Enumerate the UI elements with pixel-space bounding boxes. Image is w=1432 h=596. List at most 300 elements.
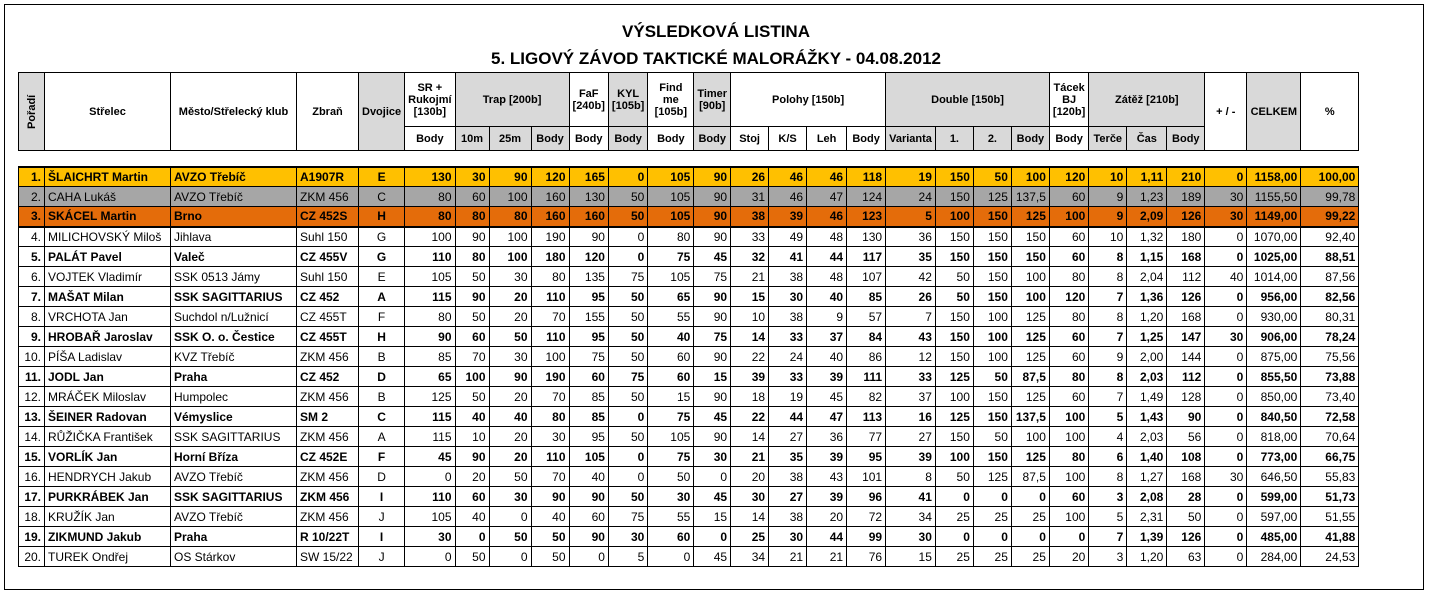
table-cell: 50 <box>455 387 489 407</box>
table-cell: 125 <box>935 367 973 387</box>
table-cell: 51,73 <box>1301 487 1359 507</box>
table-cell: G <box>359 227 405 247</box>
table-cell: 124 <box>847 187 886 207</box>
table-cell: CZ 452 <box>297 367 359 387</box>
table-cell: 56 <box>1167 427 1205 447</box>
table-cell: 125 <box>1011 327 1049 347</box>
table-cell: 40 <box>531 507 569 527</box>
subheader-cell: Body <box>531 127 569 151</box>
table-cell: 90 <box>694 427 731 447</box>
table-cell: 0 <box>973 527 1011 547</box>
table-cell: 80 <box>489 207 531 227</box>
table-cell: C <box>359 187 405 207</box>
table-cell: 2,00 <box>1127 347 1167 367</box>
table-cell: 189 <box>1167 187 1205 207</box>
table-cell: 30 <box>1205 327 1247 347</box>
table-cell: 168 <box>1167 307 1205 327</box>
table-cell: 95 <box>569 287 608 307</box>
table-cell: CZ 452S <box>297 207 359 227</box>
table-cell: 80 <box>405 307 455 327</box>
header-zbran: Zbraň <box>297 73 359 151</box>
header-poradi: Pořadí <box>19 73 45 151</box>
table-cell: Jihlava <box>171 227 297 247</box>
header-pct: % <box>1301 73 1359 151</box>
table-cell: ZKM 456 <box>297 427 359 447</box>
table-cell: 5 <box>886 207 936 227</box>
table-cell: 39 <box>807 487 847 507</box>
table-cell: 2,03 <box>1127 367 1167 387</box>
table-cell: PURKRÁBEK Jan <box>45 487 171 507</box>
table-cell: 2,08 <box>1127 487 1167 507</box>
table-cell: 44 <box>769 407 807 427</box>
table-cell: 90 <box>694 387 731 407</box>
header-celkem: CELKEM <box>1247 73 1301 151</box>
table-cell: 75 <box>694 267 731 287</box>
table-cell: 160 <box>531 207 569 227</box>
table-cell: 95 <box>569 327 608 347</box>
table-cell: 1,11 <box>1127 167 1167 187</box>
table-cell: 150 <box>935 187 973 207</box>
table-cell: 55,83 <box>1301 467 1359 487</box>
table-cell: 72 <box>847 507 886 527</box>
table-cell: 30 <box>489 487 531 507</box>
table-cell: 150 <box>935 247 973 267</box>
table-cell: 39 <box>769 207 807 227</box>
subheader-cell: Body <box>569 127 608 151</box>
table-cell: 7. <box>19 287 45 307</box>
table-cell: 0 <box>1205 347 1247 367</box>
table-cell: 100 <box>531 347 569 367</box>
table-cell: 8 <box>1089 307 1127 327</box>
table-cell: 70 <box>455 347 489 367</box>
table-cell: 99 <box>847 527 886 547</box>
header-sr: SR + Rukojmí [130b] <box>405 73 455 127</box>
table-cell: 80 <box>531 267 569 287</box>
table-row <box>19 247 1359 267</box>
table-cell: TUREK Ondřej <box>45 547 171 567</box>
table-cell: 7 <box>1089 527 1127 547</box>
table-cell: 5 <box>1089 407 1127 427</box>
table-cell: 19 <box>886 167 936 187</box>
table-cell: 0 <box>1011 527 1049 547</box>
table-cell: 39 <box>886 447 936 467</box>
table-cell: 13. <box>19 407 45 427</box>
table-cell: 57 <box>847 307 886 327</box>
table-cell: 20 <box>1049 547 1088 567</box>
table-cell: 19 <box>769 387 807 407</box>
table-cell: CZ 452 <box>297 287 359 307</box>
table-cell: CZ 452E <box>297 447 359 467</box>
table-cell: 100 <box>1049 407 1088 427</box>
table-cell: 1,36 <box>1127 287 1167 307</box>
table-cell: 7 <box>1089 287 1127 307</box>
table-cell: 80 <box>405 207 455 227</box>
table-cell: 40 <box>648 327 694 347</box>
table-cell: 599,00 <box>1247 487 1301 507</box>
page-title: VÝSLEDKOVÁ LISTINA <box>622 22 810 41</box>
table-cell: 60 <box>1049 247 1088 267</box>
table-cell: 90 <box>455 287 489 307</box>
table-cell: SSK SAGITTARIUS <box>171 427 297 447</box>
table-cell: 0 <box>489 507 531 527</box>
table-cell: 50 <box>608 207 647 227</box>
table-cell: 18 <box>731 387 769 407</box>
table-cell: 14. <box>19 427 45 447</box>
table-cell: SSK 0513 Jámy <box>171 267 297 287</box>
table-cell: 50 <box>648 467 694 487</box>
table-cell: 130 <box>405 167 455 187</box>
table-cell: 50 <box>935 287 973 307</box>
table-cell: 150 <box>935 167 973 187</box>
table-cell: 0 <box>405 547 455 567</box>
table-cell: 105 <box>648 207 694 227</box>
table-cell: 10 <box>455 427 489 447</box>
table-cell: 86 <box>847 347 886 367</box>
table-cell: 5 <box>608 547 647 567</box>
table-cell: 150 <box>935 427 973 447</box>
table-cell: 14 <box>731 327 769 347</box>
table-cell: 2. <box>19 187 45 207</box>
table-cell: 41,88 <box>1301 527 1359 547</box>
table-cell: 45 <box>694 247 731 267</box>
table-cell: 30 <box>769 287 807 307</box>
table-cell: I <box>359 527 405 547</box>
table-cell: 50 <box>608 427 647 447</box>
table-cell: 1155,50 <box>1247 187 1301 207</box>
table-cell: AVZO Třebíč <box>171 187 297 207</box>
table-cell: 0 <box>608 447 647 467</box>
table-cell: 3 <box>1089 487 1127 507</box>
table-cell: ŠEINER Radovan <box>45 407 171 427</box>
table-cell: 168 <box>1167 247 1205 267</box>
table-cell: 87,5 <box>1011 367 1049 387</box>
table-cell: 190 <box>531 227 569 247</box>
table-cell: 160 <box>531 187 569 207</box>
table-cell: 2,31 <box>1127 507 1167 527</box>
table-cell: 105 <box>405 267 455 287</box>
table-cell: 1070,00 <box>1247 227 1301 247</box>
table-cell: 15 <box>694 367 731 387</box>
table-cell: 25 <box>935 547 973 567</box>
table-cell: 50 <box>973 367 1011 387</box>
table-cell: 90 <box>694 187 731 207</box>
table-cell: 50 <box>531 547 569 567</box>
table-cell: 123 <box>847 207 886 227</box>
table-cell: 1,25 <box>1127 327 1167 347</box>
spacer-cell <box>19 151 1359 167</box>
table-cell: 60 <box>1049 187 1088 207</box>
table-cell: 100 <box>489 187 531 207</box>
table-cell: 1,49 <box>1127 387 1167 407</box>
table-cell: 100 <box>973 347 1011 367</box>
table-cell: Horní Bříza <box>171 447 297 467</box>
table-cell: 41 <box>886 487 936 507</box>
table-cell: 8 <box>1089 267 1127 287</box>
header-row <box>19 73 1359 127</box>
table-cell: 22 <box>731 347 769 367</box>
table-cell: 125 <box>1011 307 1049 327</box>
subheader-cell: 1. <box>935 127 973 151</box>
table-cell: 44 <box>807 247 847 267</box>
table-cell: B <box>359 387 405 407</box>
table-cell: 90 <box>694 347 731 367</box>
table-cell: R 10/22T <box>297 527 359 547</box>
table-cell: 100 <box>973 307 1011 327</box>
table-row <box>19 407 1359 427</box>
table-cell: 850,00 <box>1247 387 1301 407</box>
subheader-cell: 2. <box>973 127 1011 151</box>
table-cell: 21 <box>807 547 847 567</box>
table-cell: 45 <box>694 487 731 507</box>
table-cell: 70 <box>531 307 569 327</box>
table-cell: 27 <box>769 427 807 447</box>
table-cell: 45 <box>807 387 847 407</box>
table-cell: 1149,00 <box>1247 207 1301 227</box>
subheader-cell: Leh <box>807 127 847 151</box>
table-cell: 39 <box>731 367 769 387</box>
table-cell: 1,15 <box>1127 247 1167 267</box>
table-cell: 20 <box>489 427 531 447</box>
table-cell: 26 <box>731 167 769 187</box>
table-cell: 38 <box>769 307 807 327</box>
table-cell: 38 <box>769 467 807 487</box>
table-cell: 100 <box>455 367 489 387</box>
table-cell: 8. <box>19 307 45 327</box>
table-cell: 30 <box>769 527 807 547</box>
table-cell: 0 <box>608 407 647 427</box>
table-cell: 180 <box>1167 227 1205 247</box>
table-cell: 930,00 <box>1247 307 1301 327</box>
table-cell: 30 <box>405 527 455 547</box>
table-cell: HROBAŘ Jaroslav <box>45 327 171 347</box>
table-cell: 24 <box>769 347 807 367</box>
table-cell: 0 <box>1205 487 1247 507</box>
table-cell: 88,51 <box>1301 247 1359 267</box>
header-polohy: Polohy [150b] <box>731 73 886 127</box>
table-cell: 25 <box>731 527 769 547</box>
table-cell: 33 <box>769 327 807 347</box>
table-cell: MRÁČEK Miloslav <box>45 387 171 407</box>
subheader-cell: Stoj <box>731 127 769 151</box>
table-cell: D <box>359 367 405 387</box>
table-row <box>19 427 1359 447</box>
table-cell: 85 <box>569 387 608 407</box>
table-cell: 60 <box>1049 387 1088 407</box>
table-cell: 126 <box>1167 287 1205 307</box>
table-cell: 180 <box>531 247 569 267</box>
table-cell: 150 <box>973 387 1011 407</box>
table-cell: 50 <box>455 307 489 327</box>
table-cell: 165 <box>569 167 608 187</box>
table-cell: 0 <box>455 527 489 547</box>
table-cell: 0 <box>1205 507 1247 527</box>
table-cell: 87,5 <box>1011 467 1049 487</box>
table-cell: 150 <box>935 327 973 347</box>
subheader-cell: Čas <box>1127 127 1167 151</box>
table-cell: 108 <box>1167 447 1205 467</box>
table-cell: 1014,00 <box>1247 267 1301 287</box>
table-cell: 8 <box>1089 367 1127 387</box>
header-plusminus: + / - <box>1205 73 1247 151</box>
table-cell: 40 <box>455 507 489 527</box>
table-cell: 90 <box>489 167 531 187</box>
table-cell: 38 <box>769 507 807 527</box>
table-cell: 80 <box>1049 367 1088 387</box>
table-cell: 60 <box>648 527 694 547</box>
table-cell: 0 <box>1205 167 1247 187</box>
table-cell: G <box>359 247 405 267</box>
table-cell: 20 <box>489 307 531 327</box>
table-cell: B <box>359 347 405 367</box>
table-cell: 105 <box>569 447 608 467</box>
table-cell: 115 <box>405 287 455 307</box>
table-cell: RŮŽIČKA František <box>45 427 171 447</box>
table-row <box>19 527 1359 547</box>
table-cell: 100 <box>935 387 973 407</box>
table-cell: 24 <box>886 187 936 207</box>
subheader-cell: Varianta <box>886 127 936 151</box>
table-cell: 137,5 <box>1011 407 1049 427</box>
table-cell: 60 <box>1049 347 1088 367</box>
table-cell: 18. <box>19 507 45 527</box>
subheader-cell: Body <box>1011 127 1049 151</box>
table-cell: 0 <box>1049 527 1088 547</box>
table-cell: 3. <box>19 207 45 227</box>
table-cell: 72,58 <box>1301 407 1359 427</box>
table-cell: 27 <box>769 487 807 507</box>
table-cell: H <box>359 327 405 347</box>
table-cell: 32 <box>731 247 769 267</box>
table-cell: VRCHOTA Jan <box>45 307 171 327</box>
table-cell: 0 <box>1205 407 1247 427</box>
table-cell: 5 <box>1089 507 1127 527</box>
header-mesto: Město/Střelecký klub <box>171 73 297 151</box>
table-cell: 45 <box>405 447 455 467</box>
table-cell: 90 <box>1167 407 1205 427</box>
header-trap: Trap [200b] <box>455 73 569 127</box>
table-cell: 7 <box>886 307 936 327</box>
table-cell: 855,50 <box>1247 367 1301 387</box>
table-cell: 840,50 <box>1247 407 1301 427</box>
table-cell: 60 <box>455 327 489 347</box>
table-cell: 40 <box>455 407 489 427</box>
table-cell: 0 <box>694 527 731 547</box>
table-cell: 125 <box>1011 347 1049 367</box>
table-cell: 90 <box>694 287 731 307</box>
table-row <box>19 207 1359 227</box>
table-cell: 10. <box>19 347 45 367</box>
table-cell: 80 <box>455 247 489 267</box>
table-cell: 85 <box>847 287 886 307</box>
table-cell: 8 <box>886 467 936 487</box>
table-cell: 150 <box>1011 247 1049 267</box>
table-cell: 100,00 <box>1301 167 1359 187</box>
subheader-cell: Body <box>1049 127 1088 151</box>
table-cell: Brno <box>171 207 297 227</box>
table-cell: 33 <box>886 367 936 387</box>
table-cell: 0 <box>1205 527 1247 547</box>
header-dvojice: Dvojice <box>359 73 405 151</box>
table-cell: 41 <box>769 247 807 267</box>
table-cell: 24,53 <box>1301 547 1359 567</box>
table-cell: 37 <box>886 387 936 407</box>
table-cell: 7 <box>1089 327 1127 347</box>
table-cell: 1,32 <box>1127 227 1167 247</box>
table-cell: AVZO Třebíč <box>171 467 297 487</box>
table-cell: 75 <box>608 367 647 387</box>
table-cell: 60 <box>1049 327 1088 347</box>
table-cell: 80 <box>1049 447 1088 467</box>
table-cell: 75 <box>608 507 647 527</box>
table-cell: 150 <box>973 247 1011 267</box>
table-cell: 875,00 <box>1247 347 1301 367</box>
subheader-cell: Body <box>405 127 455 151</box>
table-cell: 50 <box>489 527 531 547</box>
table-cell: 125 <box>405 387 455 407</box>
table-cell: 50 <box>608 307 647 327</box>
table-cell: 95 <box>847 447 886 467</box>
table-cell: 50 <box>973 167 1011 187</box>
table-cell: 90 <box>694 307 731 327</box>
table-cell: CZ 455T <box>297 327 359 347</box>
table-cell: 40 <box>1205 267 1247 287</box>
table-cell: 22 <box>731 407 769 427</box>
table-cell: 30 <box>731 487 769 507</box>
table-cell: ŠLAICHRT Martin <box>45 167 171 187</box>
table-cell: 110 <box>405 247 455 267</box>
table-cell: SM 2 <box>297 407 359 427</box>
table-cell: 120 <box>1049 167 1088 187</box>
table-cell: 75 <box>648 247 694 267</box>
table-cell: 0 <box>569 547 608 567</box>
table-cell: 44 <box>807 527 847 547</box>
table-cell: 100 <box>489 227 531 247</box>
table-cell: 2,09 <box>1127 207 1167 227</box>
table-cell: Suhl 150 <box>297 227 359 247</box>
table-cell: 150 <box>935 347 973 367</box>
table-cell: 100 <box>1049 427 1088 447</box>
table-cell: 70,64 <box>1301 427 1359 447</box>
table-cell: J <box>359 547 405 567</box>
table-cell: 1,27 <box>1127 467 1167 487</box>
table-cell: 1. <box>19 167 45 187</box>
table-cell: 15 <box>886 547 936 567</box>
table-cell: J <box>359 507 405 527</box>
table-row <box>19 267 1359 287</box>
table-cell: 80 <box>648 227 694 247</box>
header-timer: Timer [90b] <box>694 73 731 127</box>
table-cell: 80 <box>1049 267 1088 287</box>
table-cell: 30 <box>531 427 569 447</box>
table-cell: 0 <box>608 467 647 487</box>
table-cell: 82,56 <box>1301 287 1359 307</box>
table-cell: Praha <box>171 367 297 387</box>
table-cell: 39 <box>807 367 847 387</box>
table-cell: 40 <box>569 467 608 487</box>
table-cell: 0 <box>1205 427 1247 447</box>
table-cell: 15 <box>648 387 694 407</box>
table-cell: 105 <box>405 507 455 527</box>
table-cell: 51,55 <box>1301 507 1359 527</box>
table-cell: 0 <box>1205 387 1247 407</box>
table-cell: 50 <box>455 547 489 567</box>
table-cell: HENDRYCH Jakub <box>45 467 171 487</box>
table-cell: 50 <box>608 387 647 407</box>
table-row <box>19 347 1359 367</box>
table-cell: 10 <box>1089 227 1127 247</box>
table-cell: 155 <box>569 307 608 327</box>
table-cell: 126 <box>1167 527 1205 547</box>
